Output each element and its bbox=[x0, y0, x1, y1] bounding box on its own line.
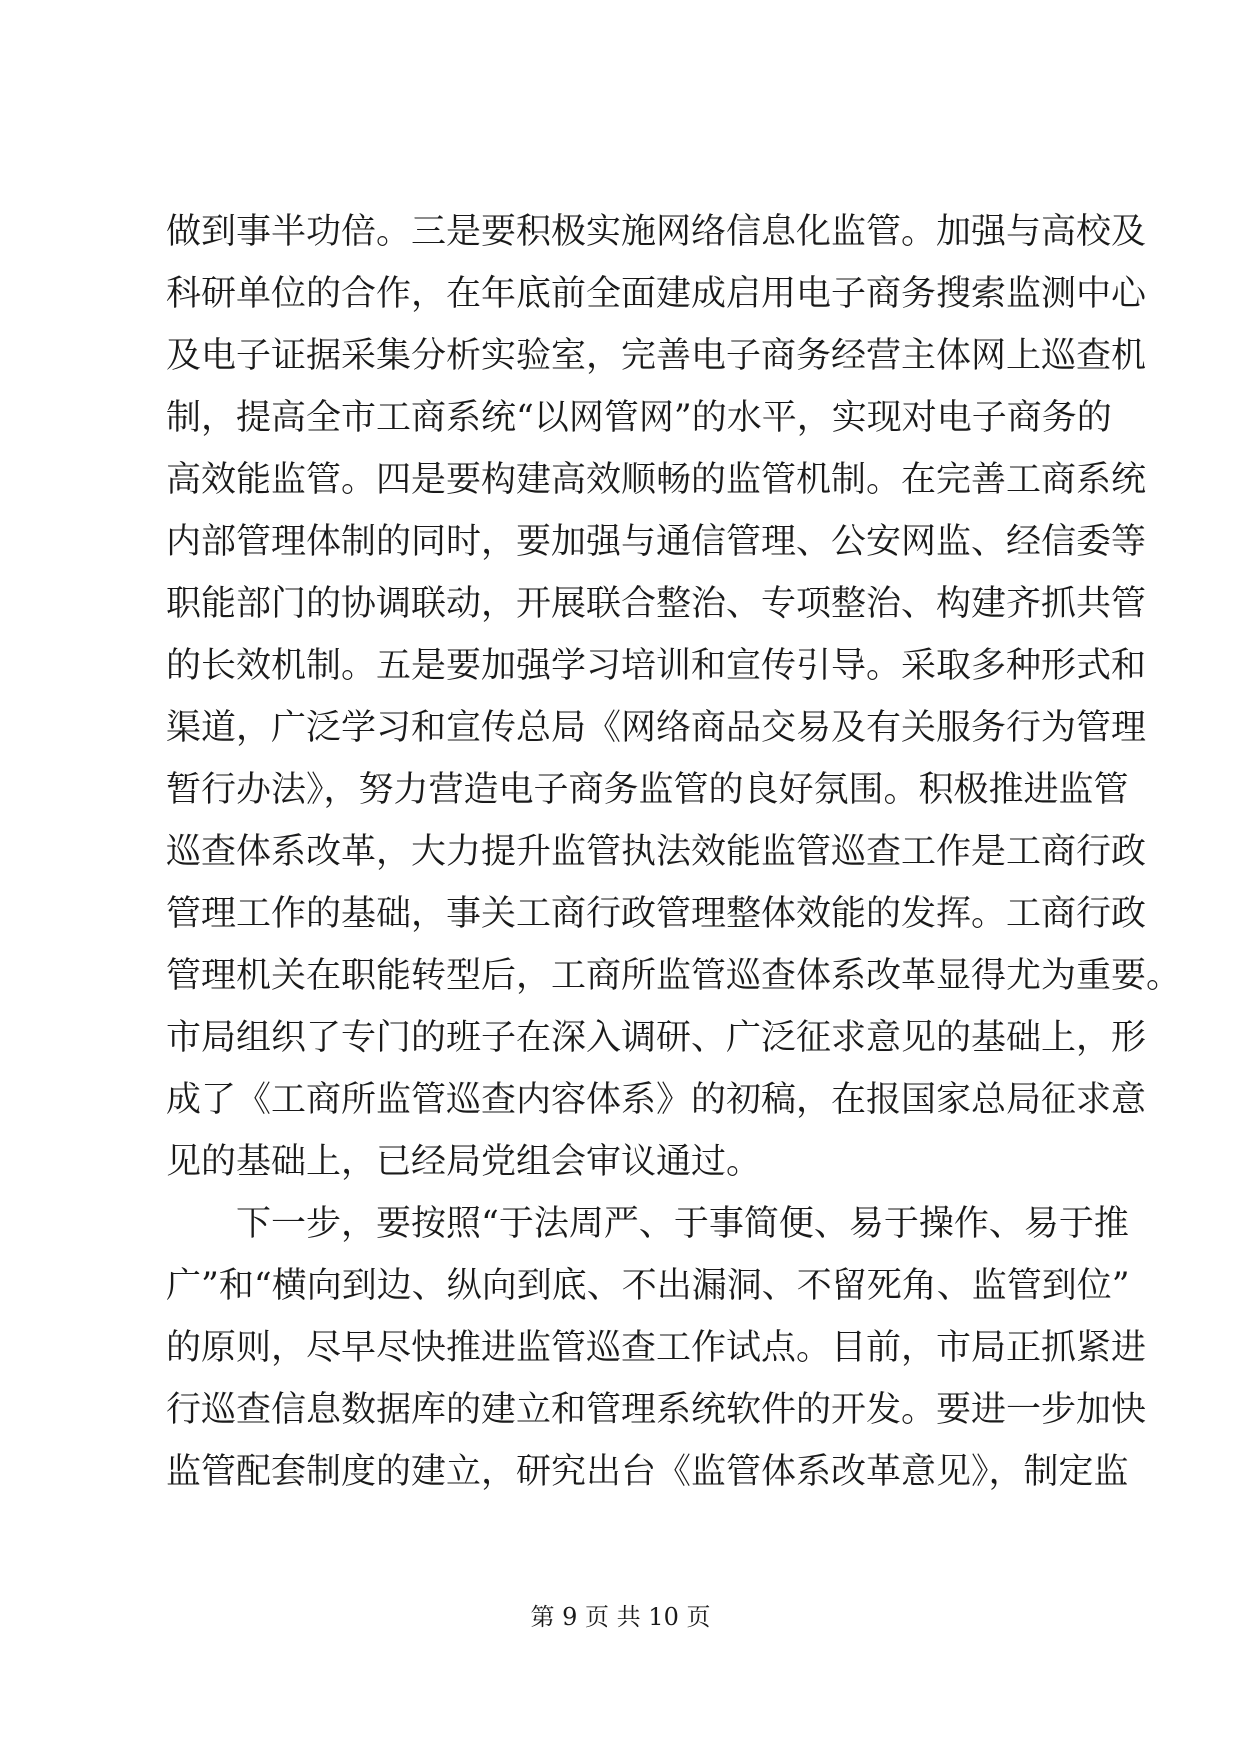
text-line: 见的基础上，已经局党组会审议通过。 bbox=[166, 1142, 762, 1182]
text-line: 市局组织了专门的班子在深入调研、广泛征求意见的基础上，形 bbox=[166, 1018, 1147, 1058]
page-number-footer: 第 9 页 共 10 页 bbox=[530, 1603, 711, 1631]
text-line: 制，提高全市工商系统“以网管网”的水平，实现对电子商务的 bbox=[166, 398, 1112, 438]
text-line: 管理机关在职能转型后，工商所监管巡查体系改革显得尤为重要。 bbox=[166, 956, 1182, 996]
paragraph-first-line: 下一步，要按照“于法周严、于事简便、易于操作、易于推 bbox=[236, 1204, 1129, 1244]
text-line: 行巡查信息数据库的建立和管理系统软件的开发。要进一步加快 bbox=[166, 1390, 1147, 1430]
text-line: 职能部门的协调联动，开展联合整治、专项整治、构建齐抓共管 bbox=[166, 584, 1147, 624]
text-line: 监管配套制度的建立，研究出台《监管体系改革意见》，制定监 bbox=[166, 1452, 1129, 1492]
text-line: 巡查体系改革，大力提升监管执法效能监管巡查工作是工商行政 bbox=[166, 832, 1147, 872]
text-line: 渠道，广泛学习和宣传总局《网络商品交易及有关服务行为管理 bbox=[166, 708, 1147, 748]
text-line: 的原则，尽早尽快推进监管巡查工作试点。目前，市局正抓紧进 bbox=[166, 1328, 1147, 1368]
text-line: 广”和“横向到边、纵向到底、不出漏洞、不留死角、监管到位” bbox=[166, 1266, 1130, 1306]
text-line: 做到事半功倍。三是要积极实施网络信息化监管。加强与高校及 bbox=[166, 212, 1147, 252]
text-line: 高效能监管。四是要构建高效顺畅的监管机制。在完善工商系统 bbox=[166, 460, 1147, 500]
text-line: 及电子证据采集分析实验室，完善电子商务经营主体网上巡查机 bbox=[166, 336, 1147, 376]
text-line: 的长效机制。五是要加强学习培训和宣传引导。采取多种形式和 bbox=[166, 646, 1147, 686]
text-line: 成了《工商所监管巡查内容体系》的初稿，在报国家总局征求意 bbox=[166, 1080, 1147, 1120]
text-line: 暂行办法》，努力营造电子商务监管的良好氛围。积极推进监管 bbox=[166, 770, 1129, 810]
text-line: 科研单位的合作，在年底前全面建成启用电子商务搜索监测中心 bbox=[166, 274, 1147, 314]
text-line: 管理工作的基础，事关工商行政管理整体效能的发挥。工商行政 bbox=[166, 894, 1147, 934]
body-text bbox=[166, 201, 1182, 1503]
text-line: 内部管理体制的同时，要加强与通信管理、公安网监、经信委等 bbox=[166, 522, 1147, 562]
